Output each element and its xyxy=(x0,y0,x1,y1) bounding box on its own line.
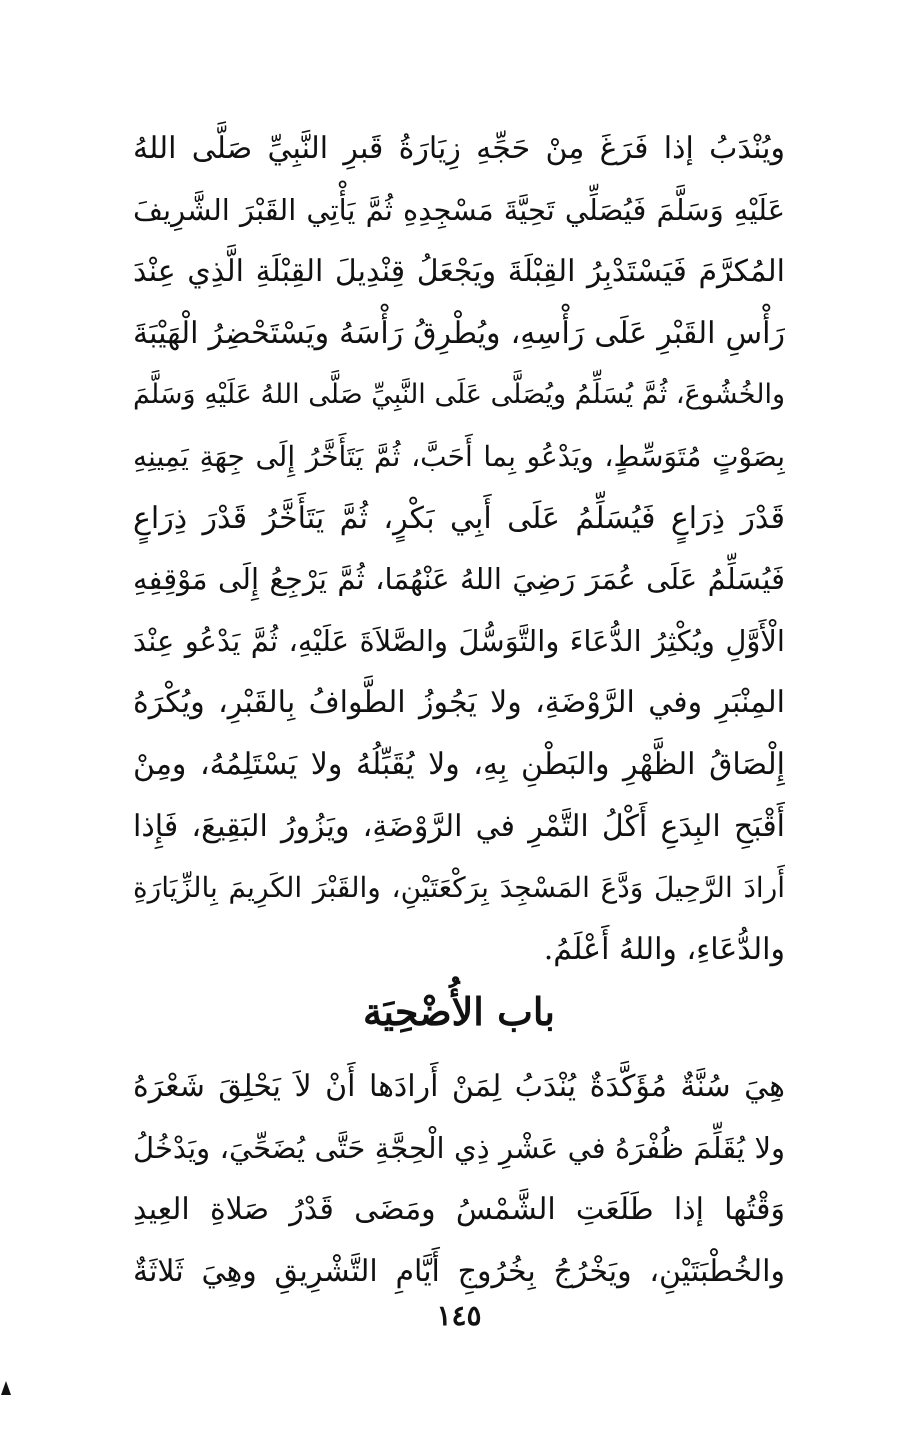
page-number: ١٤٥ xyxy=(436,1299,482,1332)
chapter-heading: باب الأُضْحِيَة xyxy=(362,989,556,1034)
text-line: عَلَيْهِ وَسَلَّمَ فَيُصَلِّي تَحِيَّةَ مَسْجِدِهِ ثُمَّ يَأْتِي القَبْرَ الشَّرِيفَ xyxy=(133,192,785,227)
text-line: إِلْصَاقُ الظَّهْرِ والبَطْنِ بِهِ، ولا يُقَبِّلُهُ ولا يَسْتَلِمُهُ، ومِنْ xyxy=(133,746,785,782)
text-line: المِنْبَرِ وفي الرَّوْضَةِ، ولا يَجُوزُ الطَّوافُ بِالقَبْرِ، ويُكْرَهُ xyxy=(133,685,785,721)
paragraph-ziyara xyxy=(133,118,785,980)
text-line: وَقْتُها إذا طَلَعَتِ الشَّمْسُ ومَضَى قَدْرُ صَلاةِ العِيدِ xyxy=(133,1192,785,1228)
margin-mark xyxy=(1,1381,11,1395)
text-line: الْأَوَّلِ ويُكْثِرُ الدُّعَاءَ والتَّوَسُّلَ والصَّلاَةَ عَلَيْهِ، ثُمَّ يَدْعُو عِنْدَ xyxy=(133,623,785,658)
text-line: بِصَوْتٍ مُتَوَسِّطٍ، ويَدْعُو بِما أَحَبَّ، ثُمَّ يَتَأَخَّرُ إِلَى جِهَةِ يَمِينِهِ xyxy=(133,439,785,473)
text-line: ولا يُقَلِّمَ ظُفْرَهُ في عَشْرِ ذِي الْحِجَّةِ حَتَّى يُضَحِّيَ، ويَدْخُلُ xyxy=(133,1130,785,1165)
text-line: والدُّعَاءِ، واللهُ أَعْلَمُ. xyxy=(543,931,785,967)
text-line: المُكرَّمَ فَيَسْتَدْبِرُ القِبْلَةَ ويَجْعَلُ قِنْدِيلَ القِبْلَةِ الَّذِي عِنْدَ xyxy=(133,254,785,290)
text-line: رَأْسِ القَبْرِ عَلَى رَأْسِهِ، ويُطْرِقُ رَأْسَهُ ويَسْتَحْضِرُ الْهَيْبَةَ xyxy=(133,315,785,351)
paragraph-udhiya xyxy=(133,1056,785,1302)
text-line: والخُشُوعَ، ثُمَّ يُسَلِّمُ ويُصَلَّى عَلَى النَّبِيِّ صَلَّى اللهُ عَلَيْهِ وَسَلَّمَ xyxy=(133,379,785,411)
text-line: والخُطْبَتَيْنِ، ويَخْرُجُ بِخُرُوجِ أَيَّامِ التَّشْرِيقِ وهِيَ ثَلاثَةٌ xyxy=(133,1253,785,1289)
text-line: هِيَ سُنَّةٌ مُؤَكَّدَةٌ يُنْدَبُ لِمَنْ أَرادَها أَنْ لاَ يَحْلِقَ شَعْرَهُ xyxy=(133,1069,785,1104)
text-line: ويُنْدَبُ إذا فَرَغَ مِنْ حَجِّهِ زِيَارَةُ قَبرِ النَّبِيِّ صَلَّى اللهُ xyxy=(133,131,785,166)
text-line: فَيُسَلِّمُ عَلَى عُمَرَ رَضِيَ اللهُ عَنْهُمَا، ثُمَّ يَرْجِعُ إِلَى مَوْقِفِهِ xyxy=(133,562,785,597)
text-line: قَدْرَ ذِرَاعٍ فَيُسَلِّمُ عَلَى أَبِي بَكْرٍ، ثُمَّ يَتَأَخَّرُ قَدْرَ ذِرَاعٍ xyxy=(133,500,785,536)
text-line: أَقْبَحِ البِدَعِ أَكْلُ التَّمْرِ في الرَّوْضَةِ، ويَزُورُ البَقِيعَ، فَإِذا xyxy=(133,808,785,844)
text-line: أَرادَ الرَّحِيلَ وَدَّعَ المَسْجِدَ بِرَكْعَتَيْنِ، والقَبْرَ الكَرِيمَ بِالزِّيَارَةِ xyxy=(133,871,785,905)
